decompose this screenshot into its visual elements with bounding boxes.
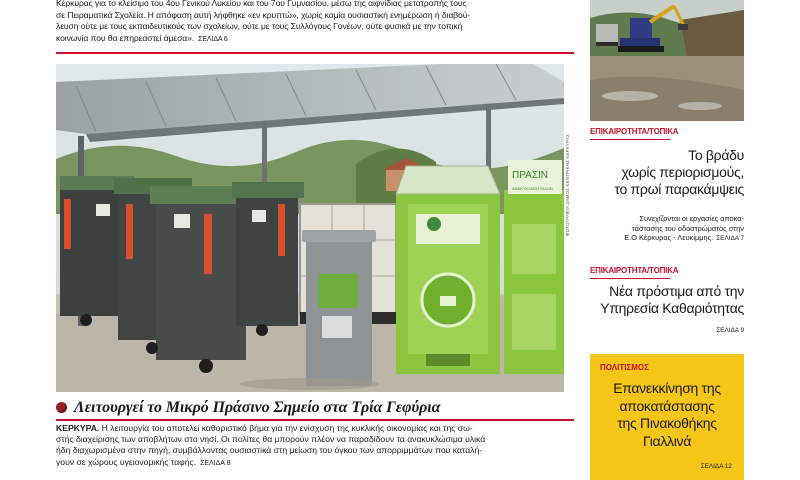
top-article-page-ref: ΣΕΛΙΔΑ 6: [198, 35, 228, 43]
roadworks-photo: [590, 0, 744, 121]
photo-credit: ΦΩΤΟΓΡΑΦΙΑ ΔΗΜΟΣ ΚΕΝΤΡΙΚΗΣ ΚΕΡΚΥΡΑΣ: [565, 134, 570, 236]
kicker-underline: [590, 139, 670, 140]
sidebar-headline-line: αποκατάστασης: [619, 397, 715, 414]
sidebar-kicker: ΕΠΙΚΑΙΡΟΤΗΤΑ/ΤΟΠΙΚΑ: [590, 127, 679, 136]
kiosk-sign-subtext: ΑΝΑΚΥΚΛΩΣΗ ΕΙΔΩΝ: [512, 186, 553, 191]
recycling-point-photo: [56, 64, 564, 392]
sidebar-headline-line: Υπηρεσία Καθαριότητας: [600, 300, 744, 316]
sidebar-headline-line: χωρίς περιορισμούς,: [621, 164, 744, 180]
main-article-line: [56, 423, 574, 434]
sidebar-headline-line: Το βράδυ: [688, 147, 744, 163]
sidebar-headline-line: της Πινακοθήκης: [617, 415, 717, 431]
sidebar-headline-2[interactable]: [590, 283, 744, 317]
sidebar-headline-line: Γιαλλινά: [642, 432, 692, 449]
top-article-line-text: κοινωνία που θα επηρεαστεί άμεσα».: [56, 32, 195, 43]
sidebar-page-ref: ΣΕΛΙΔΑ 12: [700, 463, 732, 470]
sidebar-summary-line: τάστασης του οδοστρώματος στην: [631, 223, 744, 233]
sidebar-headline-3: [596, 380, 738, 450]
sidebar-headline-1[interactable]: [590, 147, 744, 198]
sidebar-page-ref-row: [590, 325, 744, 336]
main-article-line: ήδη διαχωρισμένα στην πηγή, συμβάλλοντας ουσιαστικά στη μείωση του όγκου των απορριμμάτων που καταλή-: [56, 445, 483, 456]
sidebar-headline-line: το πρωί παρακάμψεις: [614, 181, 744, 197]
headline-rule: [56, 419, 574, 421]
top-article-line: Κέρκυρας για το κλείσιμο του 4ου Γενικού Λυκείου και του 7ου Γυμνασίου, μέσω της αιφνίδιας μετατροπής τους: [56, 0, 467, 8]
dateline: ΚΕΡΚΥΡΑ.: [56, 423, 100, 433]
sidebar-kicker: ΠΟΛΙΤΙΣΜΟΣ: [600, 363, 649, 372]
sidebar-kicker: ΕΠΙΚΑΙΡΟΤΗΤΑ/ΤΟΠΙΚΑ: [590, 266, 679, 275]
sidebar-headline-line: Νέα πρόστιμα από την: [609, 283, 744, 299]
sidebar-summary-line-text: Ε.Ο Κέρκυρας - Λευκίμμης.: [624, 233, 714, 242]
kicker-underline: [590, 278, 670, 279]
main-article-line-text: γουν σε χώρους υγειονομικής ταφής.: [56, 456, 197, 467]
sidebar-page-ref: ΣΕΛΙΔΑ 9: [716, 327, 744, 334]
kiosk-sign-text: ΠΡΑΣΙΝ: [512, 170, 549, 181]
sidebar-headline-line: Επανεκκίνηση της: [613, 380, 721, 396]
main-article-line-text: Η λειτουργία του αποτελεί καθοριστικό βήμα για την ενίσχυση της κυκλικής οικονομίας και της σω-: [99, 423, 473, 433]
top-article-text: [56, 0, 574, 45]
sidebar-summary-line: [590, 233, 744, 244]
sidebar-page-ref: ΣΕΛΙΔΑ 7: [716, 235, 744, 242]
top-article-line: [56, 33, 574, 46]
sidebar-summary-1: [590, 214, 744, 244]
culture-teaser-box[interactable]: [590, 354, 744, 480]
section-divider: [56, 52, 574, 54]
main-article-line: [56, 457, 574, 469]
main-headline[interactable]: Λειτουργεί το Μικρό Πράσινο Σημείο στα Τρία Γεφύρια: [74, 399, 441, 416]
sidebar-summary-line: Συνεχίζονται οι εργασίες αποκα-: [639, 214, 744, 223]
main-article-page-ref: ΣΕΛΙΔΑ 8: [200, 459, 231, 467]
main-article-body: [56, 423, 574, 469]
top-article-line: λευση ούτε με τους εκπαιδευτικούς των σχολείων, ούτε με τους Συλλόγους Γονέων, ούτε φυσικά με την τοπική: [56, 21, 463, 32]
headline-bullet-icon: [56, 402, 67, 413]
top-article-line: σε Πειραματικά Σχολεία. Η απόφαση αυτή λήφθηκε «εν κρυπτώ», χωρίς καμία ουσιαστική ενημέρωση ή διαβού-: [56, 9, 471, 20]
main-article-line: στής διαχείρισης των αποβλήτων στο νησί. Οι πολίτες θα μπορούν πλέον να παραδίδουν τα ανακυκλώσιμα υλικά: [56, 434, 486, 445]
